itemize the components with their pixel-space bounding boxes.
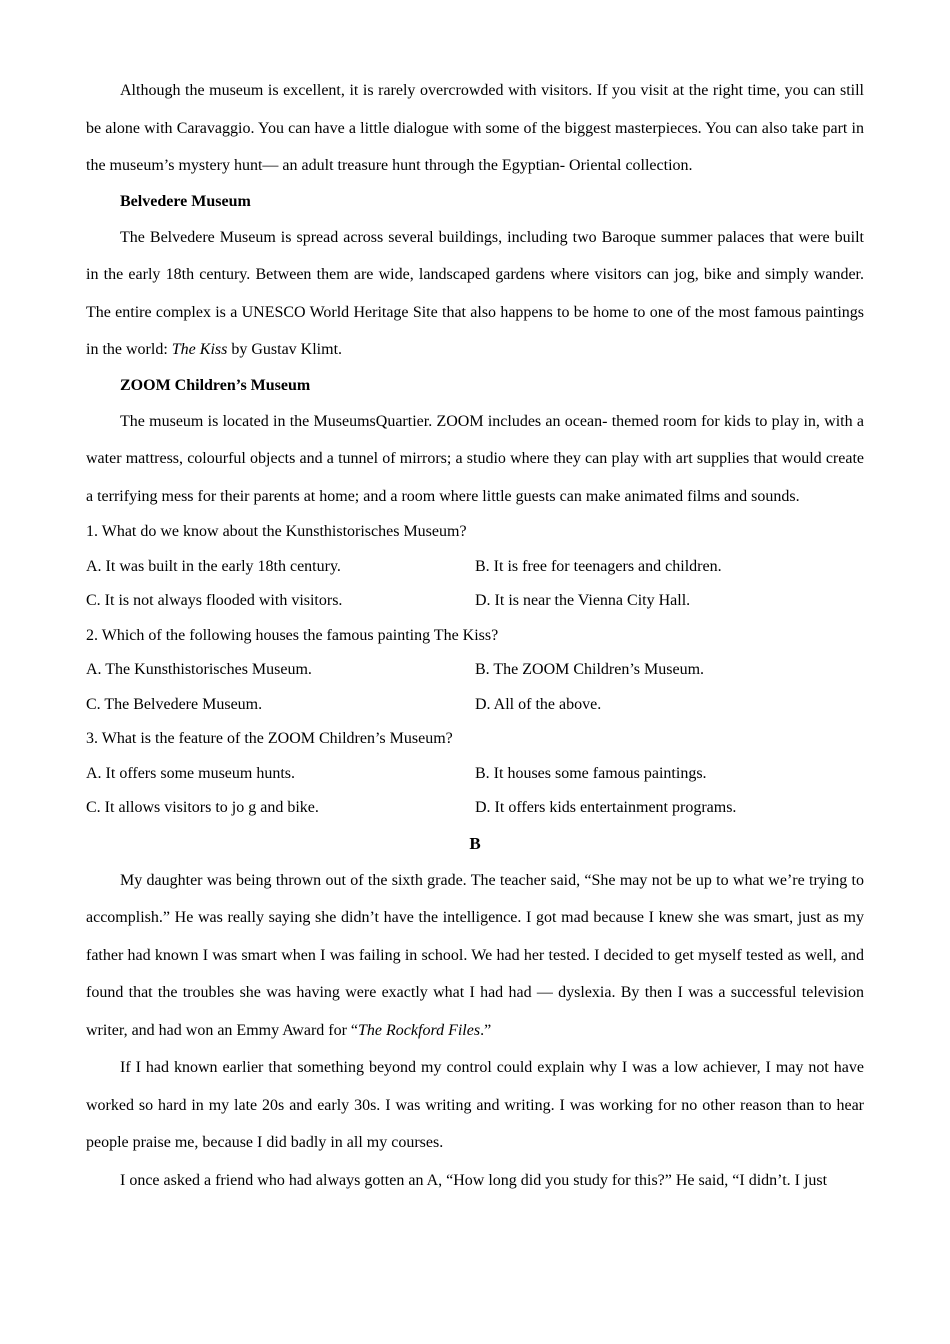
option-d: D. All of the above. (475, 695, 602, 713)
belvedere-heading: Belvedere Museum (120, 192, 251, 210)
question-3 (86, 722, 864, 826)
belvedere-text-before: The Belvedere Museum is spread across several buildings, including two Baroque summer palaces that were built in the early 18th century. Between them are wide, landscaped gardens where visitors can jog, bike and simply wander. The entire complex is a UNESCO World Heritage Site that also happens to be home to one of the most famous paintings in the world: (86, 228, 864, 358)
question-stem: 1. What do we know about the Kunsthistorisches Museum? (86, 523, 467, 540)
zoom-heading: ZOOM Children’s Museum (120, 376, 311, 394)
belvedere-text-after: by Gustav Klimt. (227, 341, 343, 358)
option-d: D. It offers kids entertainment programs. (475, 799, 737, 816)
options-row (86, 757, 864, 792)
option-c: C. The Belvedere Museum. (86, 695, 263, 713)
question-2 (86, 619, 864, 723)
p1-text-before: My daughter was being thrown out of the sixth grade. The teacher said, “She may not be up to what we’re trying to accomplish.” He was really saying she didn’t have the intelligence. I got mad because I knew she was smart, just as my father had known I was smart when I was failing in school. We had her tested. I decided to get myself tested as well, and found that the troubles she was having were exactly what I had had — dyslexia. By then I was a successful television writer, and had won an Emmy Award for “ (86, 871, 864, 1039)
zoom-paragraph: The museum is located in the MuseumsQuartier. ZOOM includes an ocean- themed room for kids to play in, with a water mattress, colourful objects and a tunnel of mirrors; a studio where they can play with art supplies that would create a terrifying mess for their parents at home; and a room where little guests can make animated films and sounds. (86, 412, 864, 505)
options-row (86, 688, 864, 723)
question-1 (86, 515, 864, 619)
question-stem: 2. Which of the following houses the famous painting The Kiss? (86, 626, 499, 644)
painting-title: The Kiss (171, 341, 228, 358)
belvedere-paragraph (86, 219, 864, 369)
option-b: B. It houses some famous paintings. (475, 764, 707, 782)
option-a: A. It was built in the early 18th century. (86, 557, 341, 575)
option-d: D. It is near the Vienna City Hall. (475, 592, 691, 609)
p1-text-after: .” (480, 1021, 492, 1039)
option-c: C. It is not always flooded with visitors. (86, 592, 343, 609)
options-row (86, 791, 864, 826)
passage-b-paragraph-2: If I had known earlier that something beyond my control could explain why I was a low achiever, I may not have worked so hard in my late 20s and early 30s. I was writing and writing. I was working for no other reason than to hear people praise me, because I did badly in all my courses. (86, 1059, 864, 1151)
question-stem: 3. What is the feature of the ZOOM Children’s Museum? (86, 730, 453, 747)
option-b: B. The ZOOM Children’s Museum. (475, 661, 705, 678)
option-a: A. The Kunsthistorisches Museum. (86, 661, 312, 678)
option-b: B. It is free for teenagers and children. (475, 557, 722, 575)
options-row (86, 653, 864, 688)
options-row (86, 584, 864, 619)
option-a: A. It offers some museum hunts. (86, 764, 296, 782)
section-b-label: B (469, 833, 481, 853)
document-page (86, 72, 864, 1199)
options-row (86, 550, 864, 585)
passage-b-paragraph-3: I once asked a friend who had always gotten an A, “How long did you study for this?” He said, “I didn’t. I just (120, 1171, 828, 1189)
show-title: The Rockford Files (358, 1021, 481, 1039)
option-c: C. It allows visitors to jo g and bike. (86, 799, 319, 816)
passage-b-paragraph-1 (86, 862, 864, 1050)
intro-paragraph: Although the museum is excellent, it is rarely overcrowded with visitors. If you visit at the right time, you can still be alone with Caravaggio. You can have a little dialogue with some of the biggest masterpieces. You can also take part in the museum’s mystery hunt— an adult treasure hunt through the Egyptian- Oriental collection. (86, 82, 864, 174)
